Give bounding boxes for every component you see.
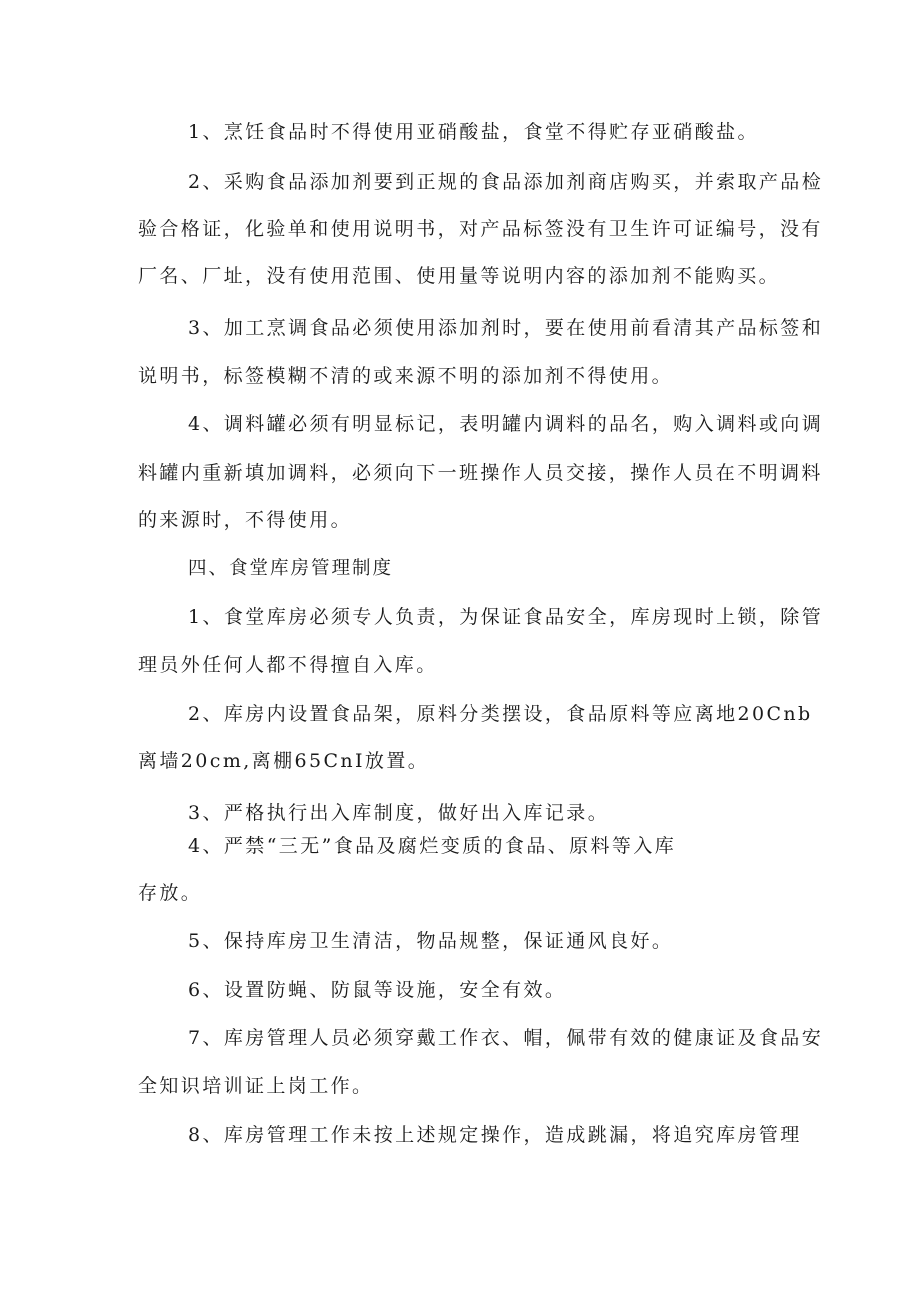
text-line: 厂名、厂址，没有使用范围、使用量等说明内容的添加剂不能购买。 [138, 265, 781, 287]
text-line: 1、烹饪食品时不得使用亚硝酸盐，食堂不得贮存亚硝酸盐。 [188, 121, 759, 143]
text-line: 3、严格执行出入库制度，做好出入库记录。 [188, 802, 610, 824]
text-line: 的来源时，不得使用。 [138, 509, 353, 531]
text-line: 7、库房管理人员必须穿戴工作衣、帽，佩带有效的健康证及食品安 [188, 1027, 824, 1049]
text-line: 离墙20cm,离棚65CnI放置。 [138, 750, 430, 772]
text-line: 理员外任何人都不得擅自入库。 [138, 654, 438, 676]
text-line: 6、设置防蝇、防鼠等设施，安全有效。 [188, 979, 567, 1001]
text-line: 全知识培训证上岗工作。 [138, 1075, 374, 1097]
text-line: 验合格证，化验单和使用说明书，对产品标签没有卫生许可证编号，没有 [138, 218, 823, 240]
text-line: 3、加工烹调食品必须使用添加剂时，要在使用前看清其产品标签和 [188, 317, 824, 339]
text-line: 4、调料罐必须有明显标记，表明罐内调料的品名，购入调料或向调 [188, 413, 824, 435]
text-line: 5、保持库房卫生清洁，物品规整，保证通风良好。 [188, 930, 674, 952]
text-line: 存放。 [138, 882, 203, 904]
text-line: 2、库房内设置食品架，原料分类摆设，食品原料等应离地20Cnb [188, 703, 813, 725]
text-line: 4、严禁“三无”食品及腐烂变质的食品、原料等入库 [188, 835, 677, 857]
text-line: 8、库房管理工作未按上述规定操作，造成跳漏，将追究库房管理 [188, 1124, 802, 1146]
section-heading: 四、食堂库房管理制度 [188, 558, 394, 579]
text-line: 1、食堂库房必须专人负责，为保证食品安全，库房现时上锁，除管 [188, 606, 824, 628]
text-line: 说明书，标签模糊不清的或来源不明的添加剂不得使用。 [138, 365, 674, 387]
text-line: 料罐内重新填加调料，必须向下一班操作人员交接，操作人员在不明调料 [138, 462, 823, 484]
text-line: 2、采购食品添加剂要到正规的食品添加剂商店购买，并索取产品检 [188, 171, 824, 193]
